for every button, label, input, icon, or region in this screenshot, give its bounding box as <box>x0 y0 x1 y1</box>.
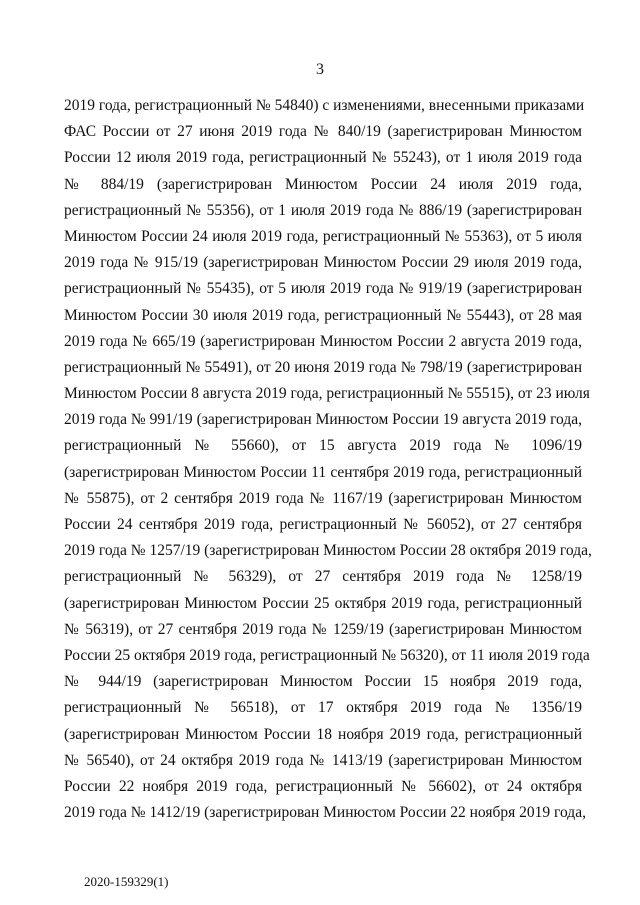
text-line: России 24 сентября 2019 года, регистрационный № 56052), от 27 сентября <box>64 516 582 533</box>
text-line: Минюстом России 8 августа 2019 года, регистрационный № 55515), от 23 июля <box>64 385 590 403</box>
text-line: регистрационный № 55435), от 5 июля 2019 года № 919/19 (зарегистрирован <box>64 280 582 298</box>
text-line: Минюстом России 30 июля 2019 года, регистрационный № 55443), от 28 мая <box>64 306 582 324</box>
text-line: (зарегистрирован Минюстом России 18 ноября 2019 года, регистрационный <box>64 725 582 743</box>
text-line: России 22 ноября 2019 года, регистрационный № 56602), от 24 октября <box>64 777 582 795</box>
text-line: 2019 года № 915/19 (зарегистрирован Минюстом России 29 июля 2019 года, <box>64 254 582 272</box>
text-line: 2019 года, регистрационный № 54840) с изменениями, внесенными приказами <box>64 97 585 114</box>
text-line: Минюстом России 24 июля 2019 года, регистрационный № 55363), от 5 июля <box>64 227 582 245</box>
text-line: ФАС России от 27 июня 2019 года № 840/19 (зарегистрирован Минюстом <box>64 123 582 141</box>
text-line: № 55875), от 2 сентября 2019 года № 1167/19 (зарегистрирован Минюстом <box>64 489 582 507</box>
text-line: регистрационный № 55356), от 1 июля 2019 года № 886/19 (зарегистрирован <box>64 201 582 219</box>
text-line: России 25 октября 2019 года, регистрационный № 56320), от 11 июля 2019 года <box>64 646 590 664</box>
text-line: регистрационный № 56329), от 27 сентября 2019 года № 1258/19 <box>64 568 582 586</box>
text-line: регистрационный № 55660), от 15 августа 2019 года № 1096/19 <box>64 437 582 455</box>
text-line: № 884/19 (зарегистрирован Минюстом России 24 июля 2019 года, <box>64 175 582 193</box>
text-line: регистрационный № 55491), от 20 июня 2019 года № 798/19 (зарегистрирован <box>64 358 582 376</box>
text-line: 2019 года № 1412/19 (зарегистрирован Минюстом России 22 ноября 2019 года, <box>64 804 586 822</box>
text-line: № 56540), от 24 октября 2019 года № 1413/19 (зарегистрирован Минюстом <box>64 751 582 769</box>
text-line: России 12 июля 2019 года, регистрационный № 55243), от 1 июля 2019 года <box>64 149 582 167</box>
page-number: 3 <box>316 61 324 78</box>
text-line: № 56319), от 27 сентября 2019 года № 1259/19 (зарегистрирован Минюстом <box>64 620 582 638</box>
text-line: (зарегистрирован Минюстом России 25 октября 2019 года, регистрационный <box>64 594 582 612</box>
document-footer-code: 2020-159329(1) <box>84 874 169 889</box>
text-line: регистрационный № 56518), от 17 октября 2019 года № 1356/19 <box>64 699 582 717</box>
document-body <box>64 93 592 826</box>
text-line: 2019 года № 665/19 (зарегистрирован Минюстом России 2 августа 2019 года, <box>64 332 582 350</box>
text-line: 2019 года № 1257/19 (зарегистрирован Минюстом России 28 октября 2019 года, <box>64 542 592 560</box>
text-line: (зарегистрирован Минюстом России 11 сентября 2019 года, регистрационный <box>64 463 582 481</box>
text-line: № 944/19 (зарегистрирован Минюстом России 15 ноября 2019 года, <box>64 673 582 691</box>
text-line: 2019 года № 991/19 (зарегистрирован Минюстом России 19 августа 2019 года, <box>64 411 582 429</box>
